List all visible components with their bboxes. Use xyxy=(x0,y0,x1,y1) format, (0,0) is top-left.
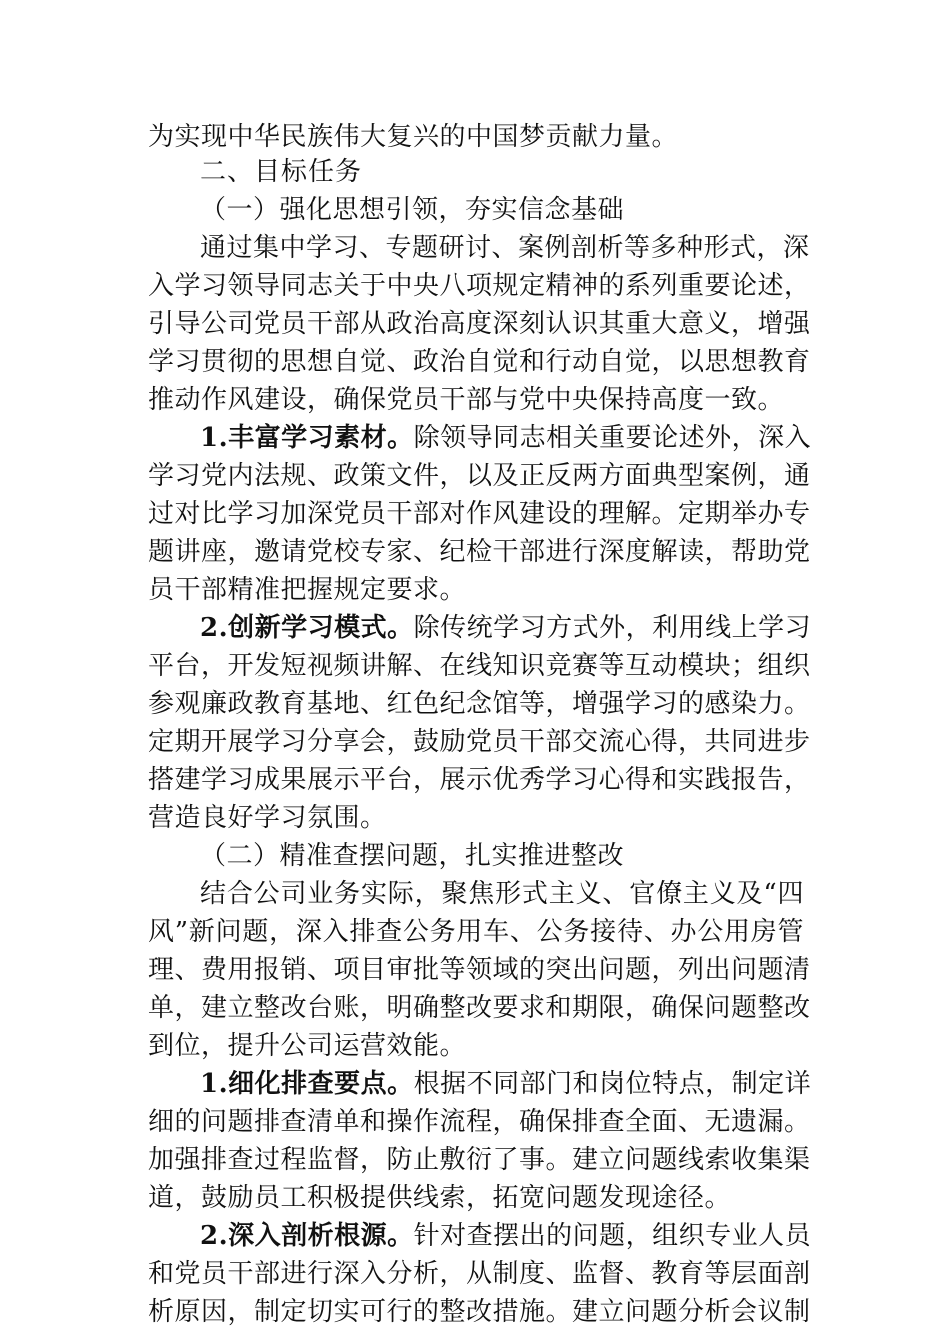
text-line: 学习贯彻的思想自觉、政治自觉和行动自觉，以思想教育 xyxy=(148,347,811,377)
subsection-heading: （一）强化思想引领，夯实信念基础 xyxy=(200,195,625,225)
text-line: 理、费用报销、项目审批等领域的突出问题，列出问题清 xyxy=(148,955,811,985)
item-line xyxy=(200,608,812,648)
item-line xyxy=(200,418,812,458)
text-line: 入学习领导同志关于中央八项规定精神的系列重要论述， xyxy=(148,271,811,301)
text-line: 加强排查过程监督，防止敷衍了事。建立问题线索收集渠 xyxy=(148,1145,811,1175)
item-number: 2. xyxy=(200,613,229,643)
text-line: 平台，开发短视频讲解、在线知识竞赛等互动模块；组织 xyxy=(148,651,811,681)
text-line: 引导公司党员干部从政治高度深刻认识其重大意义，增强 xyxy=(148,309,811,339)
text-line: 定期开展学习分享会，鼓励党员干部交流心得，共同进步 xyxy=(148,727,811,757)
text-line: 细的问题排查清单和操作流程，确保排查全面、无遗漏。 xyxy=(148,1107,811,1137)
text-line: 推动作风建设，确保党员干部与党中央保持高度一致。 xyxy=(148,385,785,415)
text-line: 通过集中学习、专题研讨、案例剖析等多种形式，深 xyxy=(200,233,810,263)
text-line: 结合公司业务实际，聚焦形式主义、官僚主义及“四 xyxy=(200,879,804,909)
text-line: 道，鼓励员工积极提供线索，拓宽问题发现途径。 xyxy=(148,1183,732,1213)
text-line: 员干部精准把握规定要求。 xyxy=(148,575,467,605)
item-title: 丰富学习素材。 xyxy=(228,423,414,453)
text-line: 为实现中华民族伟大复兴的中国梦贡献力量。 xyxy=(148,122,679,152)
text-line: 参观廉政教育基地、红色纪念馆等，增强学习的感染力。 xyxy=(148,689,811,719)
text-line: 搭建学习成果展示平台，展示优秀学习心得和实践报告， xyxy=(148,765,811,795)
text-line: 析原因，制定切实可行的整改措施。建立问题分析会议制 xyxy=(148,1297,811,1327)
text-line: 过对比学习加深党员干部对作风建设的理解。定期举办专 xyxy=(148,499,811,529)
item-text: 除传统学习方式外，利用线上学习 xyxy=(413,613,812,643)
item-line xyxy=(200,1064,812,1104)
item-title: 创新学习模式。 xyxy=(228,613,414,643)
text-line: 风”新问题，深入排查公务用车、公务接待、办公用房管 xyxy=(148,917,804,947)
item-text: 除领导同志相关重要论述外，深入 xyxy=(413,423,812,453)
section-heading: 二、目标任务 xyxy=(200,157,363,187)
item-text: 根据不同部门和岗位特点，制定详 xyxy=(413,1069,812,1099)
item-number: 1. xyxy=(200,423,229,453)
item-line xyxy=(200,1216,812,1256)
text-line: 学习党内法规、政策文件，以及正反两方面典型案例，通 xyxy=(148,461,811,491)
item-number: 2. xyxy=(200,1221,229,1251)
item-number: 1. xyxy=(200,1069,229,1099)
text-line: 题讲座，邀请党校专家、纪检干部进行深度解读，帮助党 xyxy=(148,537,811,567)
item-title: 细化排查要点。 xyxy=(228,1069,414,1099)
text-line: 到位，提升公司运营效能。 xyxy=(148,1031,467,1061)
subsection-heading: （二）精准查摆问题，扎实推进整改 xyxy=(200,841,625,871)
text-line: 营造良好学习氛围。 xyxy=(148,803,387,833)
item-text: 针对查摆出的问题，组织专业人员 xyxy=(413,1221,812,1251)
item-title: 深入剖析根源。 xyxy=(228,1221,414,1251)
text-line: 和党员干部进行深入分析，从制度、监督、教育等层面剖 xyxy=(148,1259,811,1289)
text-line: 单，建立整改台账，明确整改要求和期限，确保问题整改 xyxy=(148,993,811,1023)
